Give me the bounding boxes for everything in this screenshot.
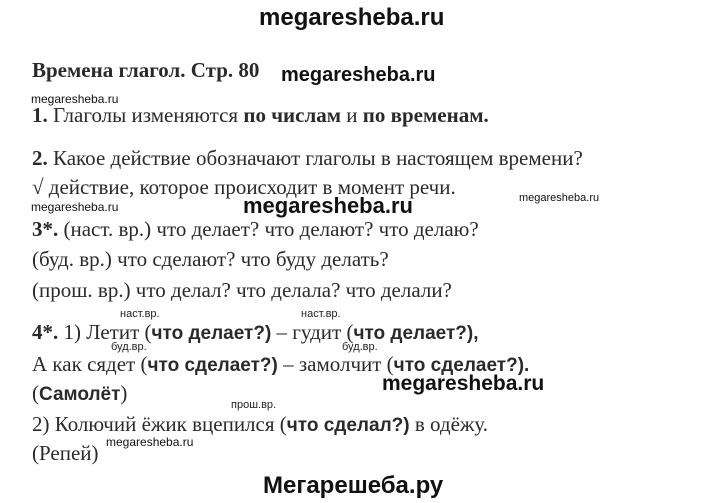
task-3-line-3: (прош. вр.) что делал? что делала? что делали? [32, 278, 452, 302]
task-1-text-b: и [341, 103, 363, 127]
task-4-l1-d: что делает?), [353, 323, 479, 344]
task-4-l4-a: 2) Колючий ёжик вцепился ( [32, 412, 287, 436]
heading-text: Времена глагол. Стр. 80 [32, 58, 260, 82]
task-4-l2-c: – замолчит ( [277, 352, 394, 376]
task-4-l2-a: А как сядет ( [32, 352, 148, 376]
task-1-text-a: Глаголы изменяются [47, 103, 244, 127]
watermark-heading-right: megaresheba.ru [281, 64, 436, 86]
task-4-l3-c: ) [120, 381, 128, 405]
watermark-footer: Мегарешеба.ру [263, 472, 444, 499]
task-3-line-1 [32, 217, 479, 242]
task-1 [32, 103, 489, 128]
task-3-line-1-text: (наст. вр.) что делает? что делают? что делаю? [58, 217, 479, 241]
watermark-mid-center: megaresheba.ru [243, 193, 413, 218]
task-1-number: 1. [32, 103, 48, 127]
task-4-line-4 [32, 412, 488, 437]
task-2-question [32, 146, 583, 171]
task-4-l1-b: что делает?) [151, 323, 272, 344]
watermark-small-1: megaresheba.ru [31, 92, 119, 106]
task-4-line-1 [32, 320, 479, 345]
watermark-small-right: megaresheba.ru [519, 192, 600, 204]
task-4-line-2 [32, 352, 529, 377]
task-4-number: 4*. [32, 320, 59, 344]
task-1-bold-a: по числам [243, 103, 342, 127]
task-4-l4-b: что сделал?) [286, 415, 410, 436]
task-2-number: 2. [32, 146, 48, 170]
task-2-question-text: Какое действие обозначают глаголы в настоящем времени? [47, 146, 583, 170]
task-4-l3-a: ( [32, 381, 39, 405]
task-4-l1-a: 1) Летит ( [58, 320, 152, 344]
annotation-nast-2: наст.вр. [301, 308, 341, 320]
task-4-l3-b: Самолёт [39, 384, 121, 405]
task-4-line-3 [32, 381, 127, 406]
annotation-prosh: прош.вр. [231, 399, 277, 411]
watermark-small-2: megaresheba.ru [31, 200, 119, 214]
annotation-bud-1: буд.вр. [111, 341, 147, 353]
task-4-l2-d: что сделает?). [393, 355, 530, 376]
task-4-l4-c: в одёжу. [409, 412, 489, 436]
task-4-l1-c: – гудит ( [271, 320, 354, 344]
watermark-top: megaresheba.ru [259, 4, 445, 31]
watermark-right-bold: megaresheba.ru [382, 372, 545, 395]
task-2-answer: √ действие, которое происходит в момент речи. [32, 175, 456, 199]
annotation-nast-1: наст.вр. [120, 308, 160, 320]
task-1-bold-b: по временам. [362, 103, 489, 127]
page-heading [32, 58, 259, 83]
task-3-line-2: (буд. вр.) что сделают? что буду делать? [32, 247, 389, 271]
watermark-small-bottom: megaresheba.ru [106, 435, 194, 449]
task-4-line-5: (Репей) [32, 441, 99, 465]
annotation-bud-2: буд.вр. [342, 341, 378, 353]
task-4-l2-b: что сделает?) [147, 355, 278, 376]
task-3-number: 3*. [32, 217, 59, 241]
